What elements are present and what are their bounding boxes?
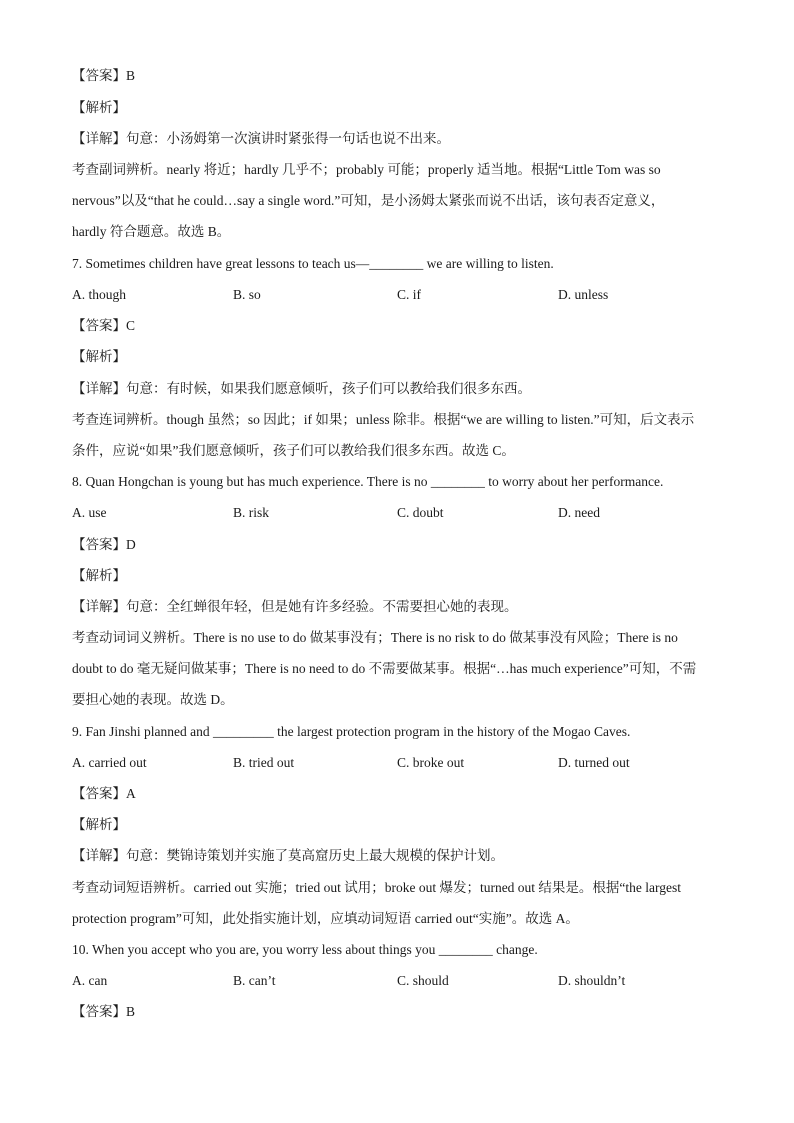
explanation-line: 条件，应说“如果”我们愿意倾听，孩子们可以教给我们很多东西。故选 C。 [72, 443, 515, 458]
option-d: D. turned out [558, 755, 630, 770]
option-c: C. broke out [397, 755, 465, 770]
question-9: 9. Fan Jinshi planned and _________ the largest protection program in the history of the Mogao Caves. [72, 724, 631, 739]
option-b: B. tried out [233, 755, 295, 770]
answer-label: 【答案】C [72, 318, 136, 333]
option-d: D. shouldn’t [558, 973, 626, 988]
analysis-label: 【解析】 [72, 349, 126, 364]
question-8: 8. Quan Hongchan is young but has much experience. There is no ________ to worry about her performance. [72, 474, 664, 489]
detail-line: 【详解】句意：有时候，如果我们愿意倾听，孩子们可以教给我们很多东西。 [72, 381, 531, 396]
explanation-line: 考查副词辨析。nearly 将近；hardly 几乎不；probably 可能；properly 适当地。根据“Little Tom was so [72, 162, 661, 177]
option-c: C. if [397, 287, 422, 302]
answer-label: 【答案】B [72, 68, 136, 83]
explanation-line: 考查动词词义辨析。There is no use to do 做某事没有；There is no risk to do 做某事没有风险；There is no [72, 630, 678, 645]
option-b: B. risk [233, 505, 270, 520]
option-d: D. unless [558, 287, 609, 302]
option-c: C. doubt [397, 505, 444, 520]
explanation-line: nervous”以及“that he could…say a single word.”可知，是小汤姆太紧张而说不出话，该句表否定意义， [72, 193, 665, 208]
explanation-line: 考查动词短语辨析。carried out 实施；tried out 试用；broke out 爆发；turned out 结果是。根据“the largest [72, 880, 682, 895]
explanation-line: protection program”可知，此处指实施计划，应填动词短语 carried out“实施”。故选 A。 [72, 911, 579, 926]
option-a: A. use [72, 505, 107, 520]
option-b: B. so [233, 287, 261, 302]
option-d: D. need [558, 505, 600, 520]
detail-line: 【详解】句意：小汤姆第一次演讲时紧张得一句话也说不出来。 [72, 131, 450, 146]
answer-label: 【答案】B [72, 1004, 136, 1019]
option-a: A. can [72, 973, 108, 988]
option-a: A. though [72, 287, 126, 302]
option-b: B. can’t [233, 973, 276, 988]
explanation-line: doubt to do 毫无疑问做某事；There is no need to do 不需要做某事。根据“…has much experience”可知，不需 [72, 661, 697, 676]
question-10: 10. When you accept who you are, you worry less about things you ________ change. [72, 942, 538, 957]
analysis-label: 【解析】 [72, 568, 126, 583]
explanation-line: 要担心她的表现。故选 D。 [72, 692, 234, 707]
analysis-label: 【解析】 [72, 100, 126, 115]
question-7: 7. Sometimes children have great lessons to teach us—________ we are willing to listen. [72, 256, 554, 271]
explanation-line: hardly 符合题意。故选 B。 [72, 224, 231, 239]
option-a: A. carried out [72, 755, 147, 770]
option-c: C. should [397, 973, 449, 988]
detail-line: 【详解】句意：樊锦诗策划并实施了莫高窟历史上最大规模的保护计划。 [72, 848, 504, 863]
answer-label: 【答案】D [72, 537, 136, 552]
explanation-line: 考查连词辨析。though 虽然；so 因此；if 如果；unless 除非。根据“we are willing to listen.”可知，后文表示 [72, 412, 695, 427]
answer-label: 【答案】A [72, 786, 136, 801]
analysis-label: 【解析】 [72, 817, 126, 832]
detail-line: 【详解】句意：全红蝉很年轻，但是她有许多经验。不需要担心她的表现。 [72, 599, 518, 614]
